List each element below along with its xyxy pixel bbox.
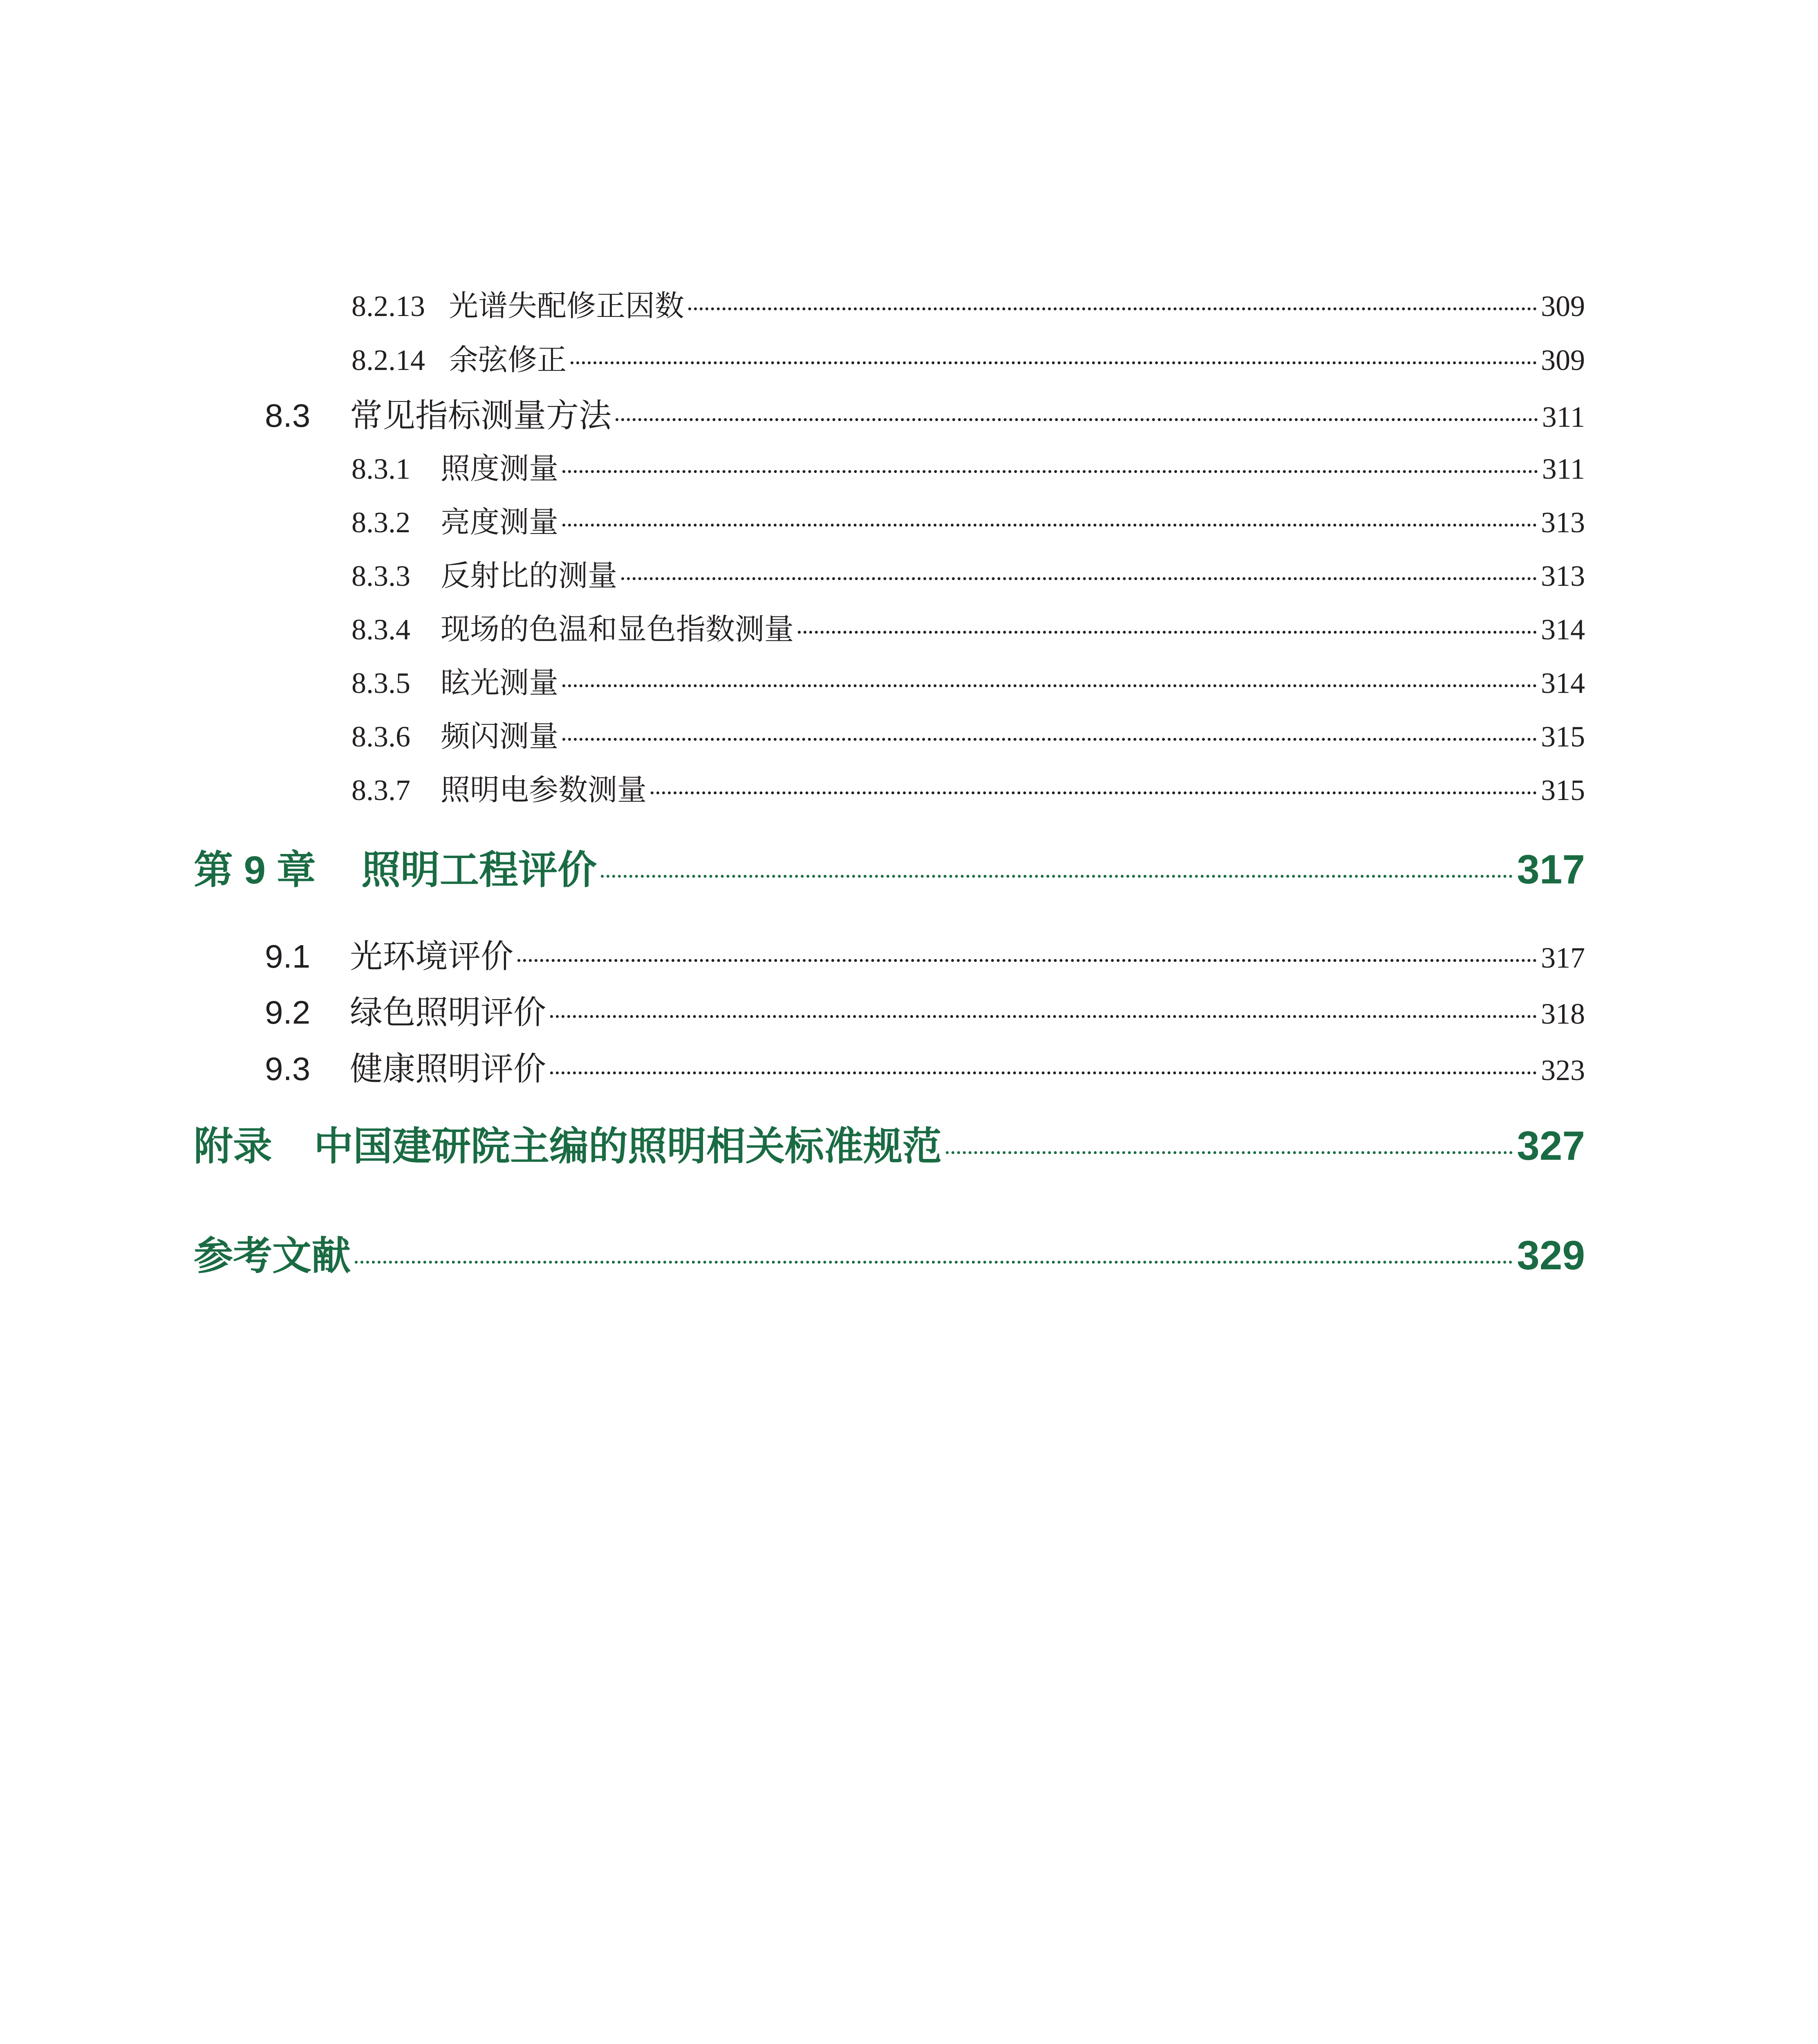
entry-title: 绿色照明评价 <box>350 994 546 1031</box>
entry-number: 8.2.13 <box>352 290 425 323</box>
dot-leader <box>571 361 1537 364</box>
dot-leader <box>616 418 1538 421</box>
dot-leader <box>562 738 1537 741</box>
toc-entry-9-2[interactable] <box>265 986 1585 1033</box>
entry-number: 第 9 章 <box>194 848 316 892</box>
entry-page: 311 <box>1542 453 1585 485</box>
dot-leader <box>688 307 1537 310</box>
entry-page: 314 <box>1541 667 1585 699</box>
entry-number: 8.3.2 <box>352 506 410 539</box>
entry-title: 余弦修正 <box>449 344 567 377</box>
toc-entry-8-2-14[interactable] <box>352 336 1585 379</box>
entry-page: 313 <box>1541 560 1585 592</box>
entry-number: 9.1 <box>265 938 311 975</box>
toc-entry-8-3[interactable] <box>265 389 1585 436</box>
entry-title: 反射比的测量 <box>441 560 618 592</box>
dot-leader <box>562 470 1538 473</box>
entry-page: 313 <box>1541 506 1585 539</box>
entry-page: 315 <box>1541 720 1585 753</box>
toc-entry-9-1[interactable] <box>265 930 1585 977</box>
entry-page: 311 <box>1542 401 1585 433</box>
toc-entry-8-3-2[interactable] <box>352 498 1585 541</box>
dot-leader <box>601 875 1513 878</box>
toc-entry-8-3-7[interactable] <box>352 766 1585 809</box>
toc-entry-8-3-6[interactable] <box>352 713 1585 755</box>
entry-page: 318 <box>1541 997 1585 1030</box>
entry-title: 亮度测量 <box>441 506 559 539</box>
entry-number: 8.3 <box>265 397 311 434</box>
entry-title: 照度测量 <box>441 453 559 485</box>
entry-title: 常见指标测量方法 <box>350 397 611 434</box>
entry-number: 8.3.1 <box>352 453 410 485</box>
entry-number: 8.3.4 <box>352 613 410 646</box>
dot-leader <box>651 791 1537 794</box>
entry-title: 健康照明评价 <box>350 1051 546 1087</box>
entry-number: 9.3 <box>265 1051 311 1087</box>
entry-title: 现场的色温和显色指数测量 <box>441 613 794 646</box>
entry-page: 314 <box>1541 613 1585 646</box>
entry-page: 327 <box>1517 1123 1585 1169</box>
entry-title: 光环境评价 <box>350 938 513 975</box>
entry-number: 8.3.3 <box>352 560 410 592</box>
toc-entry-8-3-5[interactable] <box>352 659 1585 702</box>
entry-number: 8.3.5 <box>352 667 410 699</box>
toc-entry-8-3-3[interactable] <box>352 552 1585 594</box>
toc-references[interactable] <box>194 1225 1585 1281</box>
entry-page: 317 <box>1541 941 1585 974</box>
dot-leader <box>550 1071 1537 1074</box>
toc-entry-8-2-13[interactable] <box>352 282 1585 325</box>
entry-title: 眩光测量 <box>441 667 559 699</box>
entry-title: 参考文献 <box>194 1234 351 1278</box>
dot-leader <box>562 524 1537 527</box>
dot-leader <box>562 684 1537 687</box>
toc-chapter-9[interactable] <box>194 839 1585 895</box>
toc-appendix[interactable] <box>194 1115 1585 1171</box>
entry-title: 光谱失配修正因数 <box>449 290 685 323</box>
entry-number: 附录 <box>194 1125 272 1168</box>
entry-number: 8.2.14 <box>352 344 425 377</box>
entry-page: 309 <box>1541 344 1585 377</box>
entry-page: 323 <box>1541 1054 1585 1087</box>
entry-page: 317 <box>1517 847 1585 892</box>
entry-title: 照明电参数测量 <box>441 774 647 807</box>
entry-title: 照明工程评价 <box>361 848 597 892</box>
entry-number: 9.2 <box>265 994 311 1031</box>
entry-title: 中国建研院主编的照明相关标准规范 <box>314 1125 942 1168</box>
dot-leader <box>798 631 1537 634</box>
toc-entry-9-3[interactable] <box>265 1042 1585 1089</box>
dot-leader <box>355 1261 1513 1264</box>
dot-leader <box>621 577 1537 580</box>
dot-leader <box>550 1015 1537 1018</box>
entry-number: 8.3.7 <box>352 774 410 807</box>
entry-number: 8.3.6 <box>352 720 410 753</box>
dot-leader <box>517 959 1537 962</box>
entry-page: 315 <box>1541 774 1585 807</box>
toc-entry-8-3-1[interactable] <box>352 445 1585 487</box>
toc-entry-8-3-4[interactable] <box>352 605 1585 648</box>
dot-leader <box>946 1151 1513 1154</box>
entry-page: 309 <box>1541 290 1585 323</box>
entry-page: 329 <box>1517 1233 1585 1278</box>
entry-title: 频闪测量 <box>441 720 559 753</box>
